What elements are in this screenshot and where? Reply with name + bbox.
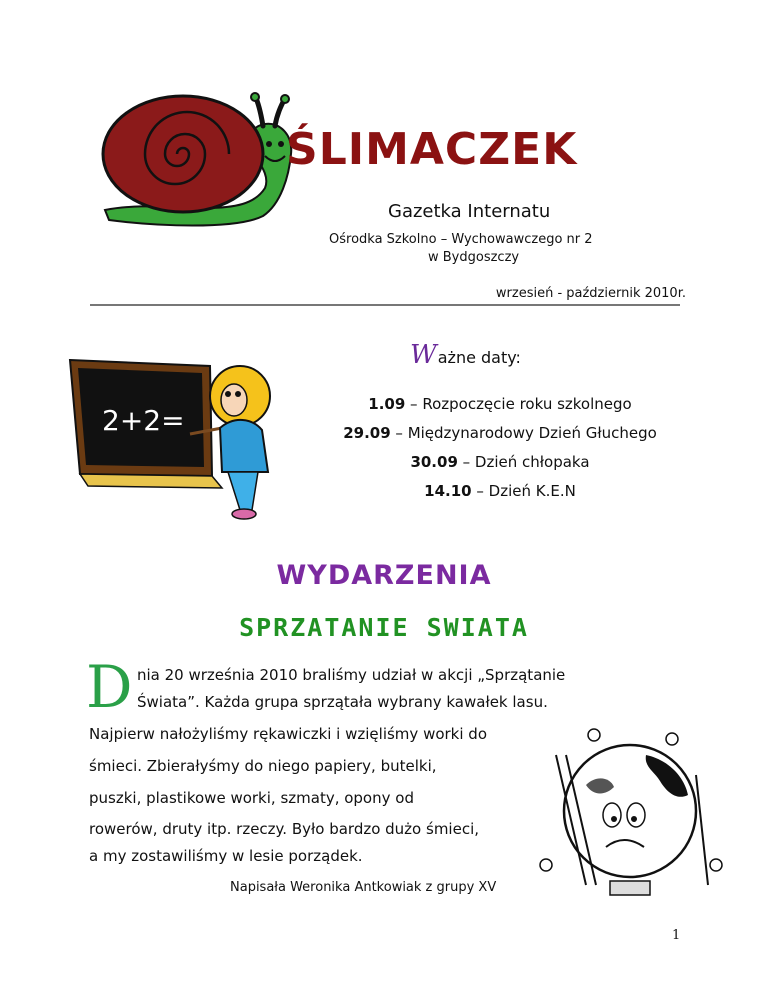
issue-date: wrzesień - październik 2010r. [495, 286, 686, 301]
newsletter-subtitle: Gazetka Internatu [388, 201, 551, 222]
date-event: – Międzynarodowy Dzień Głuchego [390, 424, 657, 442]
date-item [300, 482, 700, 500]
date-item [300, 453, 700, 471]
article-line: Najpierw nałożyliśmy rękawiczki i wzięliśmy worki do [89, 725, 487, 743]
section-title: WYDARZENIA [276, 560, 492, 591]
school-name-line1: Ośrodka Szkolno – Wychowawczego nr 2 [329, 232, 593, 247]
date-day: 29.09 [343, 424, 391, 442]
date-event: – Rozpoczęcie roku szkolnego [405, 395, 632, 413]
important-dates-heading [410, 340, 521, 370]
school-name-line2: w Bydgoszczy [428, 250, 520, 265]
date-day: 14.10 [424, 482, 472, 500]
date-event: – Dzień K.E.N [471, 482, 576, 500]
article-line: nia 20 września 2010 braliśmy udział w akcji „Sprzątanie [137, 666, 566, 684]
article-line: a my zostawiliśmy w lesie porządek. [89, 847, 363, 865]
drop-cap: D [86, 653, 133, 721]
heading-rest: ażne daty: [437, 348, 521, 367]
date-day: 30.09 [410, 453, 458, 471]
header-divider [90, 304, 680, 306]
heading-initial: W [410, 340, 437, 370]
newsletter-title: ŚLIMACZEK [286, 124, 578, 175]
date-day: 1.09 [368, 395, 406, 413]
article-title: SPRZATANIE SWIATA [239, 613, 529, 642]
article-line: puszki, plastikowe worki, szmaty, opony od [89, 789, 414, 807]
article-author: Napisała Weronika Antkowiak z grupy XV [230, 880, 497, 895]
article-line: śmieci. Zbierałyśmy do niego papiery, butelki, [89, 757, 437, 775]
date-item [300, 395, 700, 413]
page-number: 1 [672, 928, 681, 943]
article-line: rowerów, druty itp. rzeczy. Było bardzo dużo śmieci, [89, 820, 480, 838]
snail-logo-icon [95, 92, 300, 232]
date-item [300, 424, 700, 442]
date-event: – Dzień chłopaka [457, 453, 590, 471]
earth-cleanup-icon [526, 715, 734, 901]
teacher-blackboard-icon [62, 350, 292, 530]
article-line: Świata”. Każda grupa sprzątała wybrany kawałek lasu. [137, 693, 548, 711]
blackboard-text: 2+2= [102, 404, 185, 437]
